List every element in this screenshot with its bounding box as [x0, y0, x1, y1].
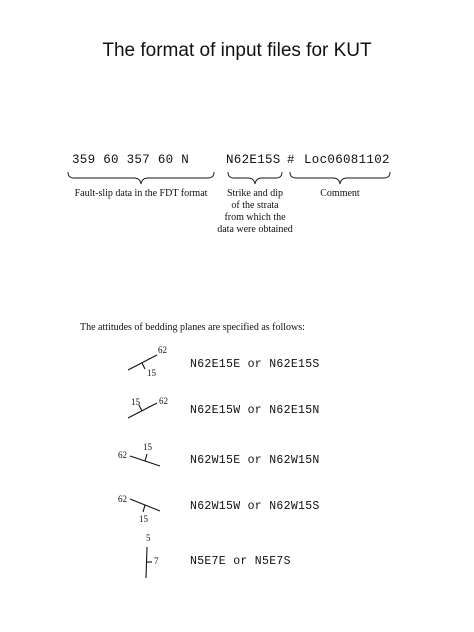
comment-hash: # [287, 153, 295, 167]
strike-value-3: 62 [118, 450, 127, 460]
strike-value-5: 5 [146, 533, 151, 543]
dip-tick-4 [143, 505, 145, 512]
label-strata-line-3: from which the [224, 212, 286, 223]
notation-2: N62E15W or N62E15N [190, 404, 320, 417]
notation-4: N62W15W or N62W15S [190, 500, 320, 513]
label-fault-slip: Fault-slip data in the FDT format [74, 188, 208, 199]
strata-attitude: N62E15S [226, 153, 281, 167]
label-strata-line-4: data were obtained [217, 224, 293, 235]
strike-value-2: 62 [159, 396, 168, 406]
strike-value-4: 62 [118, 494, 127, 504]
notation-3: N62W15E or N62W15N [190, 454, 320, 467]
dip-tick-3 [145, 454, 147, 461]
label-strata-line-1: Strike and dip [226, 188, 284, 199]
strike-value-1: 62 [158, 345, 167, 355]
page-title: The format of input files for KUT [102, 40, 372, 61]
dip-value-3: 15 [143, 442, 152, 452]
notation-1: N62E15E or N62E15S [190, 358, 320, 371]
label-comment: Comment [320, 188, 360, 199]
dip-value-5: 7 [154, 556, 159, 566]
dip-value-1: 15 [147, 368, 156, 378]
comment-text: Loc06081102 [304, 153, 390, 167]
dip-tick-1 [142, 363, 145, 369]
dip-value-4: 15 [139, 514, 148, 524]
notation-5: N5E7E or N5E7S [190, 555, 291, 568]
fault-slip-data: 359 60 357 60 N [72, 153, 190, 167]
label-strata-line-2: of the strata [231, 200, 279, 211]
dip-value-2: 15 [131, 397, 140, 407]
bedding-intro: The attitudes of bedding planes are specified as follows: [80, 322, 305, 333]
